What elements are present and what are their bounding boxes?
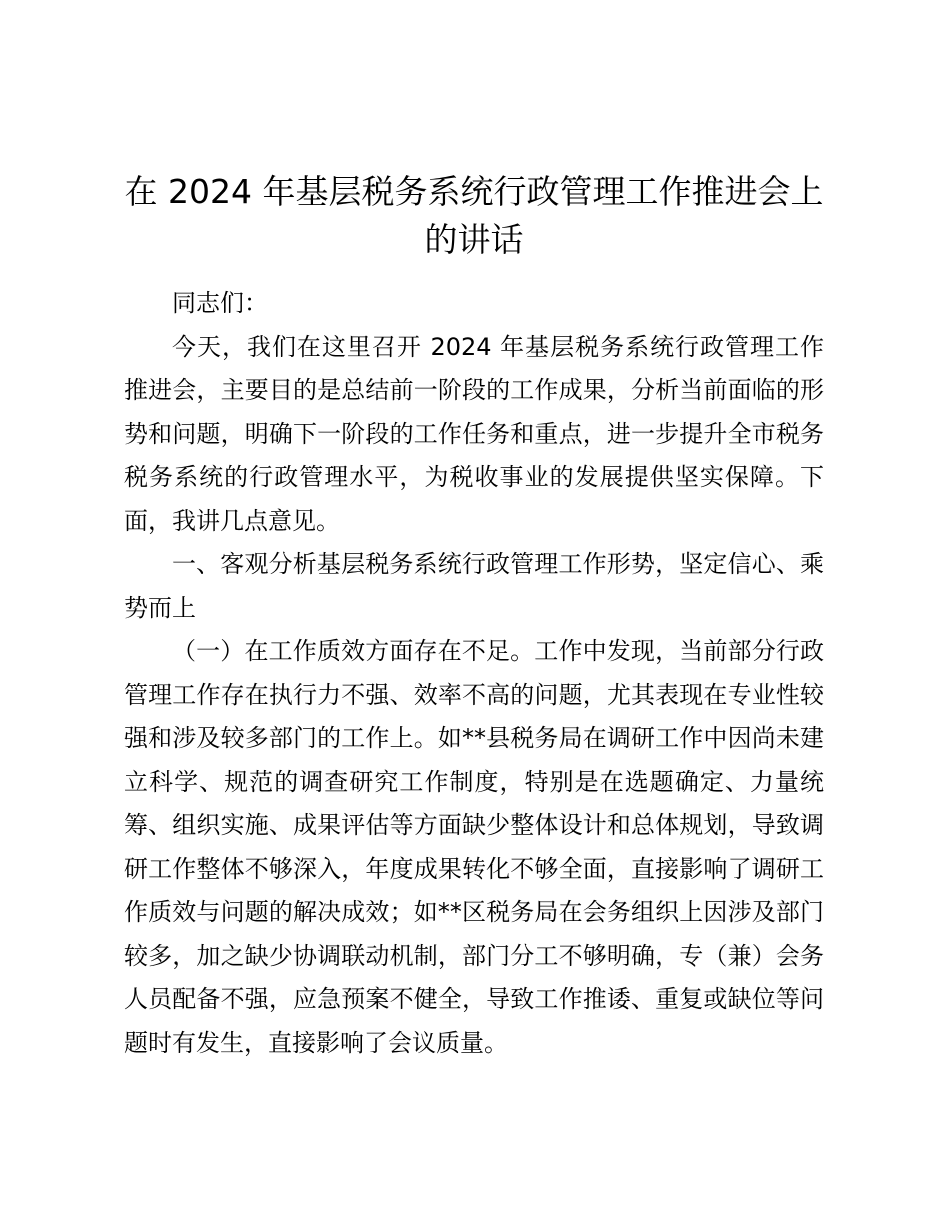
salutation: 同志们： [172, 289, 268, 317]
intro-paragraph: 今天，我们在这里召开 2024 年基层税务系统行政管理工作推进会，主要目的是总结前一阶段的工作成果，分析当前面临的形势和问题，明确下一阶段的工作任务和重点，进一步提升全市税务税务系统的行政管理水平，为税收事业的发展提供坚实保障。下面，我讲几点意见。 [124, 332, 824, 535]
subsection-one-paragraph: （一）在工作质效方面存在不足。工作中发现，当前部分行政管理工作存在执行力不强、效率不高的问题，尤其表现在专业性较强和涉及较多部门的工作上。如**县税务局在调研工作中因尚未建立科学、规范的调查研究工作制度，特别是在选题确定、力量统筹、组织实施、成果评估等方面缺少整体设计和总体规划，导致调研工作整体不够深入，年度成果转化不够全面，直接影响了调研工作质效与问题的解决成效；如**区税务局在会务组织上因涉及部门较多，加之缺少协调联动机制，部门分工不够明确，专（兼）会务人员配备不强，应急预案不健全，导致工作推诿、重复或缺位等问题时有发生，直接影响了会议质量。 [124, 637, 824, 1057]
document-body [124, 282, 824, 1065]
section-one-heading: 一、客观分析基层税务系统行政管理工作形势，坚定信心、乘势而上 [124, 550, 824, 622]
document-title: 在 2024 年基层税务系统行政管理工作推进会上的讲话 [124, 172, 824, 259]
